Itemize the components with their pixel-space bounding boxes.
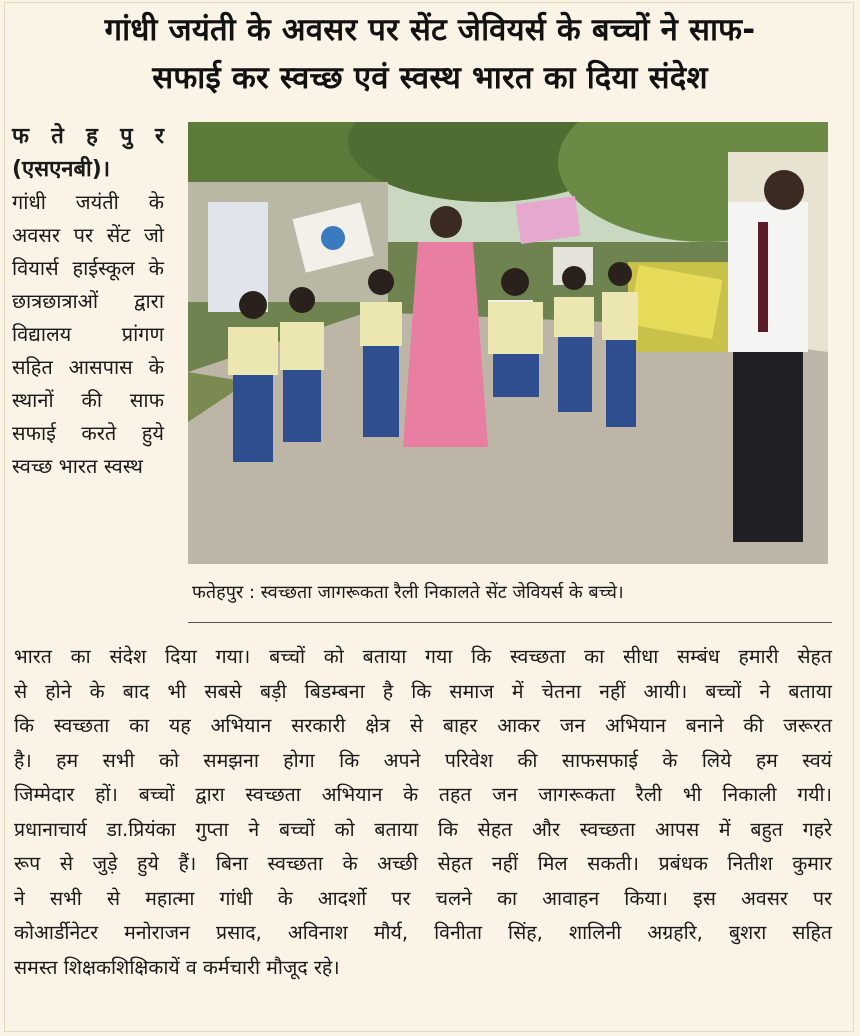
- body-line: ने सभी से महात्मा गांधी के आदर्शो पर चलने का आवाहन किया। इस अवसर पर: [14, 886, 832, 910]
- dateline: फ ते ह पु र (एसएनबी)।: [12, 124, 164, 182]
- body-line: प्रधानाचार्य डा.प्रियंका गुप्ता ने बच्चों को बताया कि सेहत और स्वच्छता आपस में बहुत गहरे: [14, 817, 832, 841]
- article-body: [14, 640, 832, 985]
- body-line: भारत का संदेश दिया गया। बच्चों को बताया गया कि स्वच्छता का सीधा सम्बंध हमारी सेहत: [14, 645, 832, 668]
- headline-line-2: सफाई कर स्वच्छ एवं स्वस्थ भारत का दिया संदेश: [152, 60, 708, 96]
- photo-caption: फतेहपुर : स्वच्छता जागरूकता रैली निकालते सेंट जेवियर्स के बच्चे।: [192, 582, 624, 603]
- body-line: कि स्वच्छता का यह अभियान सरकारी क्षेत्र से बाहर आकर जन अभियान बनाने की जरूरत: [14, 714, 832, 737]
- body-line: कोआर्डीनेटर मनोराजन प्रसाद, अविनाश मौर्य, विनीता सिंह, शालिनी अग्रहरि, बुशरा सहित: [14, 921, 832, 944]
- body-line: समस्त शिक्षकशिक्षिकायें व कर्मचारी मौजूद रहे।: [14, 955, 340, 979]
- caption-divider: [188, 622, 832, 623]
- photo-illustration: [188, 122, 828, 564]
- left-column: [12, 120, 164, 483]
- body-line: है। हम सभी को समझना होगा कि अपने परिवेश की साफसफाई के लिये हम स्वयं: [14, 748, 832, 772]
- body-line: रूप से जुड़े हुये हैं। बिना स्वच्छता के अच्छी सेहत नहीं मिल सकती। प्रबंधक नितीश कुमार: [14, 852, 832, 875]
- body-line: जिम्मेदार हों। बच्चों द्वारा स्वच्छता अभियान के तहत जन जागरूकता रैली भी निकाली गयी।: [14, 783, 832, 806]
- headline-line-1: गांधी जयंती के अवसर पर सेंट जेवियर्स के बच्चों ने साफ-: [104, 12, 756, 48]
- left-column-text: गांधी जयंती के अवसर पर सेंट जो वियार्स हाईस्कूल के छात्रछात्राओं द्वारा विद्यालय प्रांगण सहित आसपास के स्थानों की साफ सफाई करते हुये स्वच्छ भारत स्वस्थ: [12, 190, 164, 478]
- headline: [10, 6, 850, 102]
- body-line: से होने के बाद भी सबसे बड़ी बिडम्बना है कि समाज में चेतना नहीं आयी। बच्चों ने बताया: [14, 679, 832, 703]
- news-photo: [188, 122, 828, 564]
